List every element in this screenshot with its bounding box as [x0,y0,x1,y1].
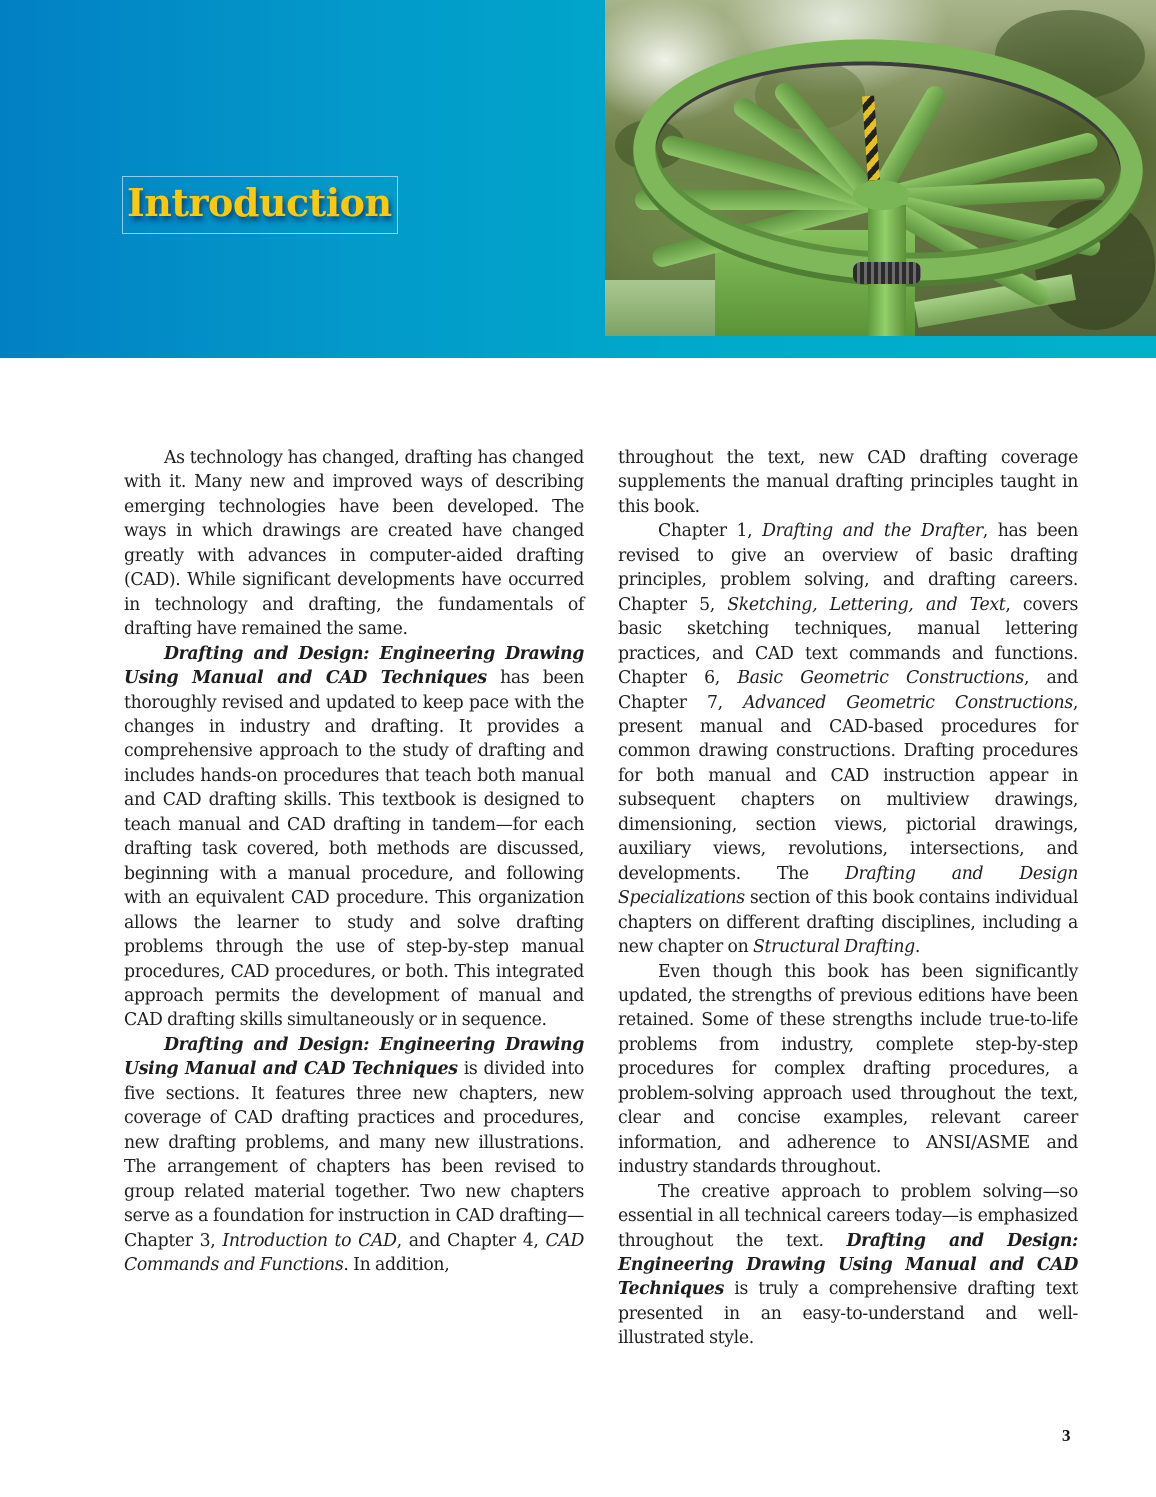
paragraph [618,960,1078,1180]
section-title: Drafting and Design Specializations [618,863,1078,909]
paragraph-text: , and Chapter 7, [618,668,1079,713]
book-title: Drafting and Design: Engineering Drawing Using Manual and CAD Techniques [124,643,584,689]
paragraph-text: is truly a comprehensive drafting text presented in an easy-to-understand and well-illustrated style. [618,1279,1078,1349]
title-box [122,176,398,234]
paragraph-text: , covers basic sketching techniques, manual lettering practices, and CAD text commands and functions. Chapter 6, [618,594,1079,689]
chapter-title: Drafting and the Drafter [762,521,983,542]
paragraph [124,1033,584,1278]
support-arm [914,274,1076,327]
paragraph [618,1180,1078,1351]
paragraph-text: . In addition, [343,1254,450,1275]
paragraph [618,519,1078,959]
chain-gear [853,262,921,284]
chapter-title: Basic Geometric Constructions [737,668,1024,689]
chapter-title: Advanced Geometric Constructions [743,692,1073,713]
text-column-right [618,446,1078,1351]
chapter-title: CAD Commands and Functions [124,1230,585,1275]
chapter-title: Sketching, Lettering, and Text [727,594,1006,615]
paragraph [124,446,584,642]
paragraph-text: The creative approach to problem solving—so essential in all technical careers today—is emphasized throughout the text. [618,1181,1078,1251]
paragraph-continued [618,446,1078,519]
page-title: Introduction [127,180,392,225]
paragraph-text: is divided into five sections. It features three new chapters, new coverage of CAD drafting practices and procedures, new drafting problems, and many new illustrations. The arrangement of chapters has been revised to group related material together. Two new chapters serve as a foundation for instruction in CAD drafting—Chapter 3, [124,1059,584,1251]
book-title: Drafting and Design: Engineering Drawing Using Manual and CAD Techniques [124,1034,584,1080]
paragraph-text: , has been revised to give an overview of basic drafting principles, problem solving, and drafting careers. Chapter 5, [618,521,1078,615]
paragraph-text: , and Chapter 4, [396,1230,546,1251]
book-title: Drafting and Design: Engineering Drawing Using Manual and CAD Techniques [618,1230,1078,1300]
paragraph-text: Even though this book has been significantly updated, the strengths of previous editions have been retained. Some of these strengths include true-to-life problems from industry, complete step-by-step procedures for complex drafting procedures, a problem-solving approach used throughout the text, clear and concise examples, relevant career information, and adherence to ANSI/ASME and industry standards throughout. [618,961,1078,1178]
page-number: 3 [1062,1426,1071,1445]
paragraph [124,642,584,1033]
wheel-hub [853,180,909,210]
photo-pulley-wheel [605,0,1156,336]
text-column-left [124,446,584,1277]
paragraph-text: As technology has changed, drafting has changed with it. Many new and improved ways of describing emerging technologies have been developed. The ways in which drawings are created have changed greatly with advances in computer-aided drafting (CAD). While significant developments have occurred in technology and drafting, the fundamentals of drafting have remained the same. [124,448,584,640]
paragraph-text: , present manual and CAD-based procedures for common drawing constructions. Drafting procedures for both manual and CAD instruction appear in subsequent chapters on multiview drawings, dimensioning, section views, pictorial drawings, auxiliary views, revolutions, intersections, and developments. The [618,692,1078,884]
paragraph-text: section of this book contains individual chapters on different drafting disciplines, including a new chapter on [618,888,1078,958]
paragraph-text: Chapter 1, [658,521,763,542]
chapter-title: Introduction to CAD [222,1230,397,1251]
paragraph-text: has been thoroughly revised and updated to keep pace with the changes in industry and drafting. It provides a comprehensive approach to the study of drafting and includes hands-on procedures that teach both manual and CAD drafting skills. This textbook is designed to teach manual and CAD drafting in tandem—for each drafting task covered, both methods are discussed, beginning with a manual procedure, and following with an equivalent CAD procedure. This organization allows the learner to study and solve drafting problems through the use of step-by-step manual procedures, CAD procedures, or both. This integrated approach permits the development of manual and CAD drafting skills simultaneously or in sequence. [124,668,584,1031]
paragraph-text: . [914,937,921,958]
chapter-title: Structural Drafting [753,937,915,958]
paragraph-text: throughout the text, new CAD drafting coverage supplements the manual drafting principles taught in this book. [618,448,1078,517]
